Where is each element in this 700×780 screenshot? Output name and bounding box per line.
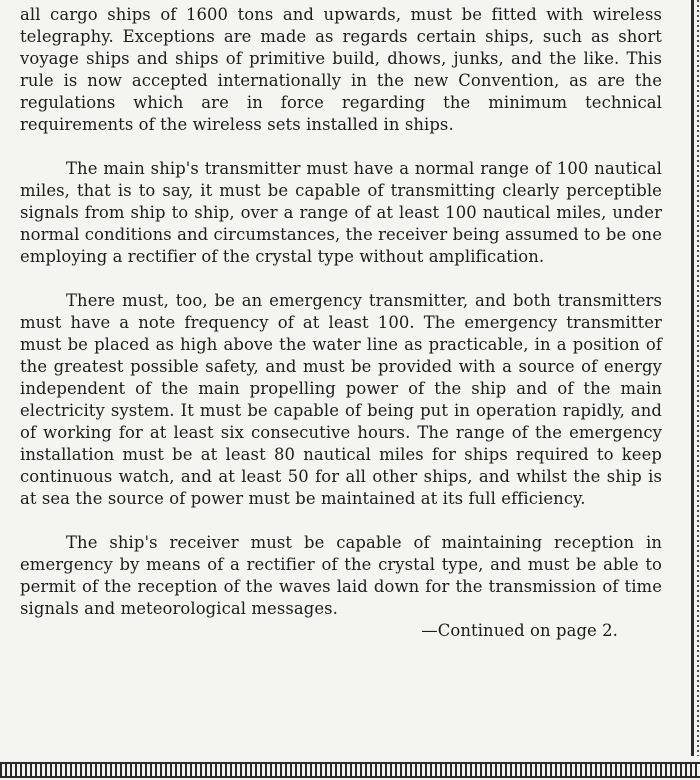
bottom-border-ticks <box>0 764 700 776</box>
right-column-rule <box>691 0 694 756</box>
bottom-border-bottom-line <box>0 776 700 778</box>
bottom-decorative-border <box>0 758 700 780</box>
paragraph-1: all cargo ships of 1600 tons and upwards, must be fitted with wireless telegraphy. Exceptions are made as regards certain ships, such as short voyage ships and ships of primitive build, dhows, junks, and the like. This rule is now accepted internationally in the new Convention, as are the regulations which are in force regarding the minimum technical requirements of the wireless sets installed in ships. <box>20 5 662 134</box>
continued-note: —Continued on page 2. <box>421 621 618 640</box>
article-body <box>20 4 662 642</box>
paragraph-2: The main ship's transmitter must have a normal range of 100 nautical miles, that is to say, it must be capable of transmitting clearly perceptible signals from ship to ship, over a range of at least 100 nautical miles, under normal conditions and circumstances, the receiver being assumed to be one employing a rectifier of the crystal type without amplification. <box>20 159 662 266</box>
paragraph-4: The ship's receiver must be capable of maintaining reception in emergency by means of a rectifier of the crystal type, and must be able to permit of the reception of the waves laid down for the transmission of time signals and meteorological messages. <box>20 533 662 618</box>
paragraph-3: There must, too, be an emergency transmitter, and both transmitters must have a note frequency of at least 100. The emergency transmitter must be placed as high above the water line as practicable, in a position of the greatest possible safety, and must be provided with a source of energy independent of the main propelling power of the ship and of the main electricity system. It must be capable of being put in operation rapidly, and of working for at least six consecutive hours. The range of the emergency installation must be at least 80 nautical miles for ships required to keep continuous watch, and at least 50 for all other ships, and whilst the ship is at sea the source of power must be maintained at its full efficiency. <box>20 291 662 508</box>
right-column-rule-ticks <box>697 0 699 756</box>
